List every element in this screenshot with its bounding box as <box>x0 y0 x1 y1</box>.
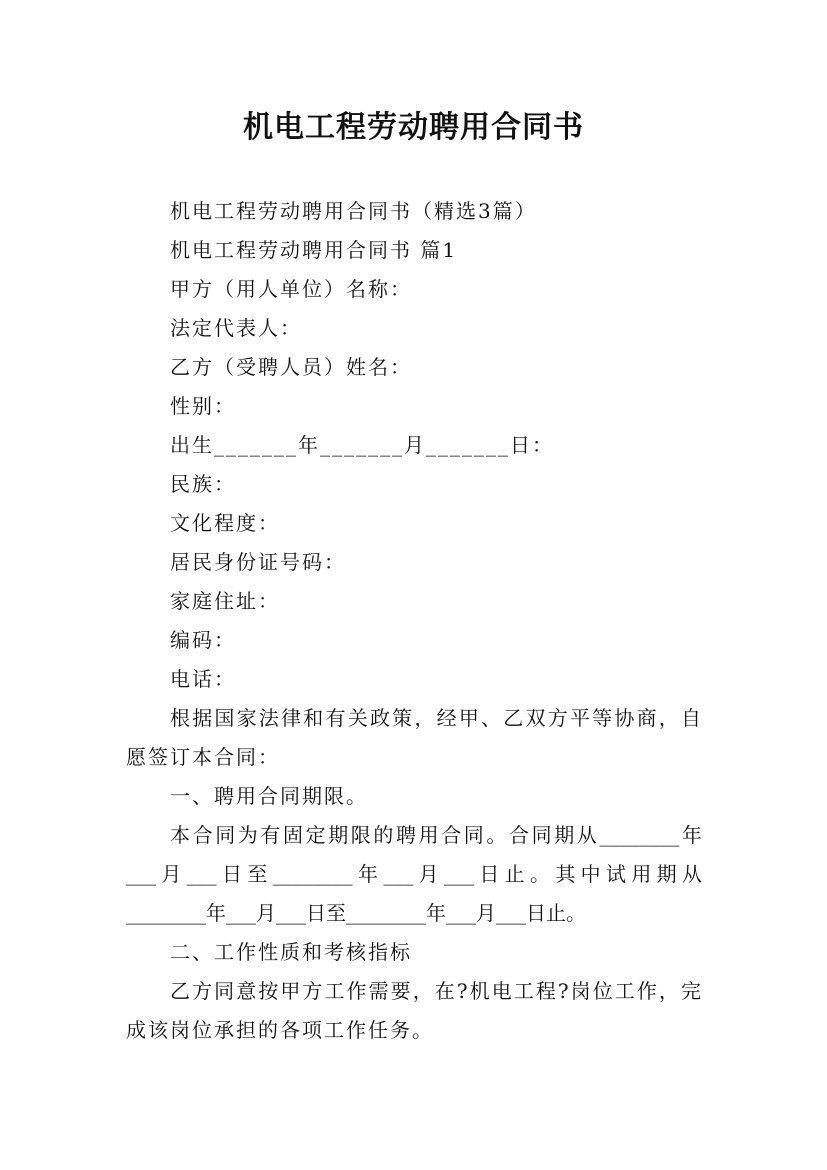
clause-1-text-line-3: ________年___月___日至________年___月___日止。 <box>126 901 586 925</box>
postal-code-line: 编码： <box>170 628 236 652</box>
document-title: 机电工程劳动聘用合同书 <box>243 110 584 145</box>
birth-date-line: 出生_______年_______月_______日： <box>170 433 554 457</box>
phone-line: 电话： <box>170 667 236 691</box>
education-line: 文化程度： <box>170 511 280 535</box>
clause-2-heading: 二、工作性质和考核指标 <box>170 940 412 964</box>
subtitle-line: 机电工程劳动聘用合同书（精选3篇） <box>170 199 537 223</box>
clause-1-heading: 一、聘用合同期限。 <box>170 784 368 808</box>
party-a-name-line: 甲方（用人单位）名称： <box>170 277 412 301</box>
section-heading: 机电工程劳动聘用合同书 篇1 <box>170 238 458 262</box>
clause-1-text-line-2: ___月___日至________年___月___日止。其中试用期从 <box>126 862 702 886</box>
preamble-line-2: 愿签订本合同： <box>126 745 280 769</box>
id-number-line: 居民身份证号码： <box>170 550 346 574</box>
party-b-name-line: 乙方（受聘人员）姓名： <box>170 355 412 379</box>
home-address-line: 家庭住址： <box>170 589 280 613</box>
clause-1-text-line-1: 本合同为有固定期限的聘用合同。合同期从________年 <box>170 823 702 847</box>
legal-rep-line: 法定代表人： <box>170 316 302 340</box>
gender-line: 性别： <box>170 394 236 418</box>
clause-2-text-line-1: 乙方同意按甲方工作需要，在?机电工程?岗位工作，完 <box>170 979 702 1003</box>
clause-2-text-line-2: 成该岗位承担的各项工作任务。 <box>126 1018 434 1042</box>
ethnicity-line: 民族： <box>170 472 236 496</box>
preamble-line-1: 根据国家法律和有关政策，经甲、乙双方平等协商，自 <box>170 706 702 730</box>
